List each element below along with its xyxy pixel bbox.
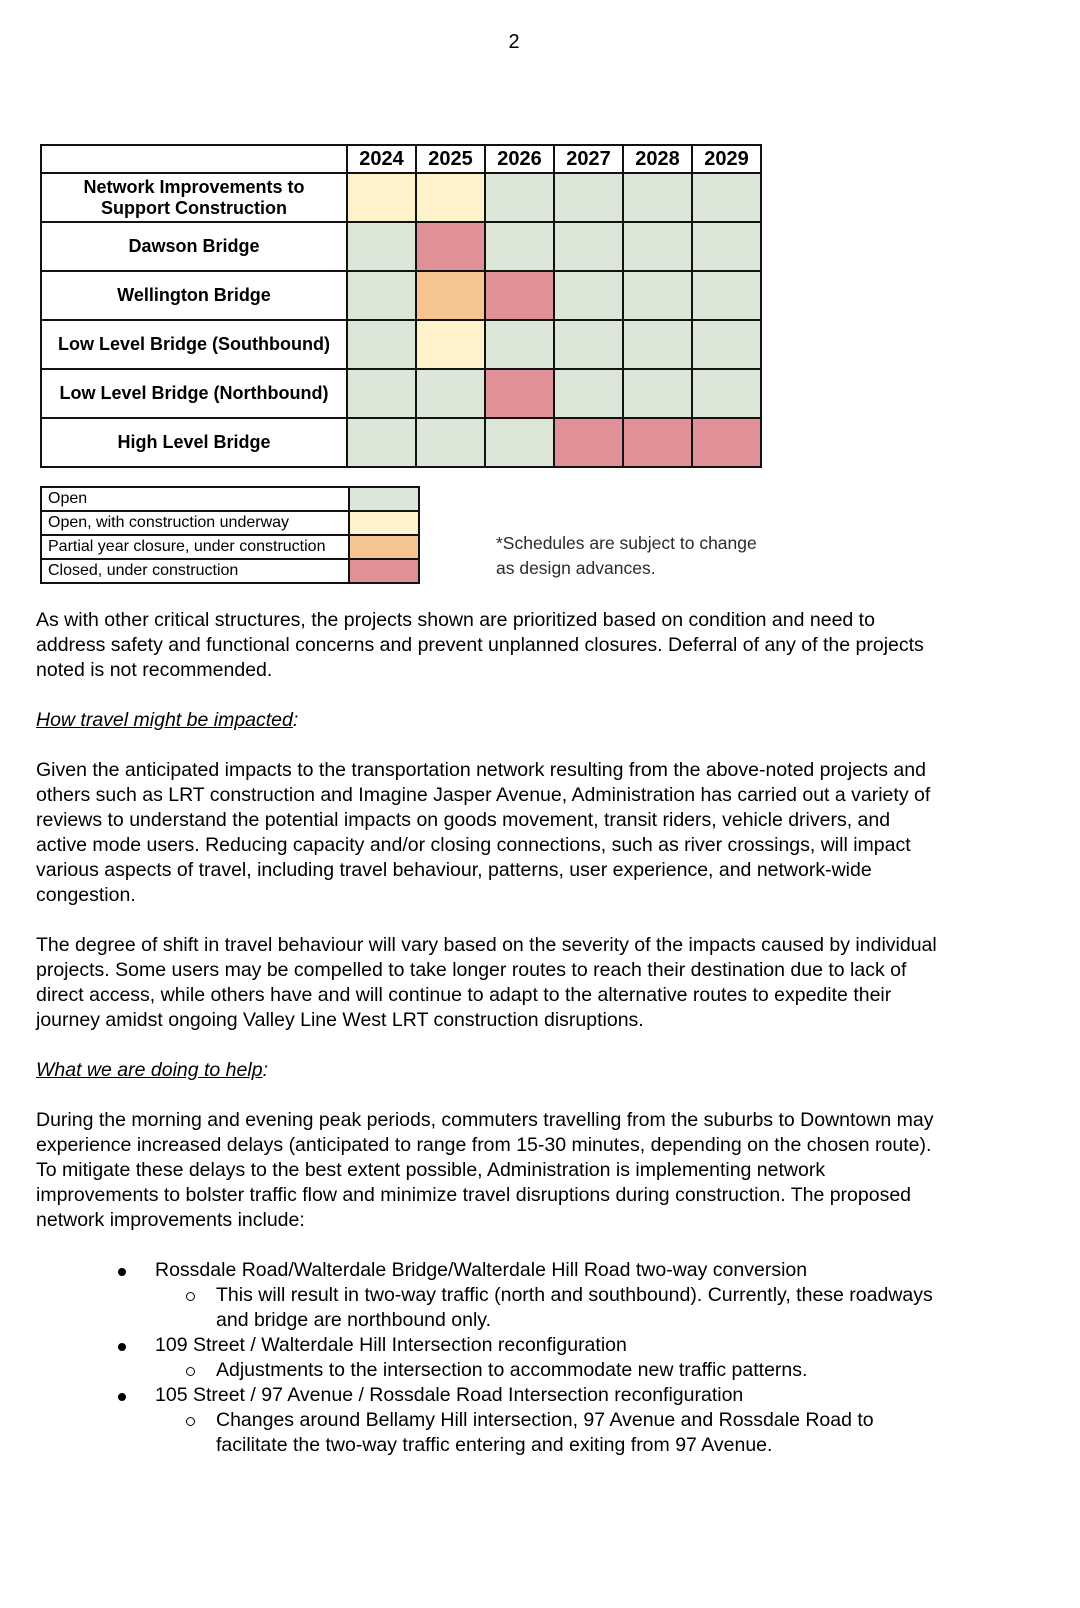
section-heading-what-we-do-text: What we are doing to help [36, 1059, 263, 1081]
schedule-cell-green [347, 418, 416, 467]
schedule-cell-green [623, 369, 692, 418]
schedule-cell-yellow [347, 173, 416, 222]
schedule-cell-green [692, 320, 761, 369]
legend-swatch-green [349, 487, 419, 511]
sub-bullet-marker-cell [36, 1358, 216, 1383]
schedule-row [41, 271, 761, 320]
sub-bullet-text: This will result in two-way traffic (north and southbound). Currently, these roadways and bridge are northbound only. [216, 1284, 933, 1331]
sub-bullet-text: Changes around Bellamy Hill intersection, 97 Avenue and Rossdale Road to facilitate the two-way traffic entering and exiting from 97 Avenue. [216, 1409, 874, 1456]
year-header: 2024 [347, 145, 416, 173]
legend-row [41, 487, 419, 511]
sub-bullet-marker-cell [36, 1408, 216, 1458]
bullet-marker-cell [36, 1333, 155, 1358]
schedule-cell-green [692, 369, 761, 418]
schedule-cell-green [416, 418, 485, 467]
year-header: 2028 [623, 145, 692, 173]
row-label: Low Level Bridge (Southbound) [41, 320, 347, 369]
sub-bullet-item [36, 1358, 946, 1383]
schedule-note-line1: *Schedules are subject to change [496, 533, 757, 553]
schedule-table-head [41, 145, 761, 173]
schedule-table [40, 144, 762, 468]
schedule-cell-green [692, 173, 761, 222]
schedule-cell-green [485, 320, 554, 369]
schedule-cell-red [623, 418, 692, 467]
legend-label: Open [41, 487, 349, 511]
schedule-row [41, 369, 761, 418]
year-header: 2026 [485, 145, 554, 173]
paragraph-anticipated-impacts: Given the anticipated impacts to the transportation network resulting from the above-noted projects and others such as LRT construction and Imagine Jasper Avenue, Administration has carried out a variety of reviews to understand the potential impacts on goods movement, transit riders, vehicle drivers, and active mode users. Reducing capacity and/or closing connections, such as river crossings, will impact various aspects of travel, including travel behaviour, patterns, user experience, and network-wide congestion. [36, 759, 931, 906]
schedule-cell-green [692, 271, 761, 320]
row-label: Dawson Bridge [41, 222, 347, 271]
year-header: 2027 [554, 145, 623, 173]
section-heading-what-we-do-colon: : [262, 1059, 268, 1081]
section-heading-travel-impact [36, 708, 946, 733]
schedule-cell-green [623, 173, 692, 222]
schedule-row [41, 222, 761, 271]
legend-row [41, 535, 419, 559]
schedule-cell-green [347, 320, 416, 369]
schedule-table-body [41, 173, 761, 467]
row-label: Network Improvements to Support Construction [41, 173, 347, 222]
bullet-marker-cell [36, 1383, 155, 1408]
schedule-note [496, 531, 757, 581]
schedule-cell-red [485, 369, 554, 418]
schedule-cell-green [416, 369, 485, 418]
legend-swatch-orange [349, 535, 419, 559]
sub-bullet-circle-icon [186, 1417, 195, 1426]
schedule-cell-red [692, 418, 761, 467]
schedule-cell-green [554, 222, 623, 271]
bullet-dot-icon [118, 1343, 126, 1351]
bullet-dot-icon [118, 1393, 126, 1401]
bullet-item [36, 1383, 946, 1408]
bullet-marker-cell [36, 1258, 155, 1283]
section-heading-travel-impact-text: How travel might be impacted [36, 709, 293, 731]
legend-label: Closed, under construction [41, 559, 349, 583]
schedule-row [41, 173, 761, 222]
legend-label: Partial year closure, under construction [41, 535, 349, 559]
schedule-cell-green [485, 418, 554, 467]
section-heading-what-we-do [36, 1058, 946, 1083]
body-text [36, 608, 946, 1458]
corner-cell [41, 145, 347, 173]
legend-row [41, 511, 419, 535]
schedule-cell-green [485, 222, 554, 271]
legend-swatch-yellow [349, 511, 419, 535]
year-header: 2029 [692, 145, 761, 173]
sub-bullet-marker-cell [36, 1283, 216, 1333]
schedule-cell-green [347, 369, 416, 418]
schedule-cell-green [554, 173, 623, 222]
schedule-cell-red [416, 222, 485, 271]
schedule-cell-green [692, 222, 761, 271]
sub-bullet-circle-icon [186, 1292, 195, 1301]
bullet-item [36, 1258, 946, 1283]
schedule-header-row [41, 145, 761, 173]
schedule-row [41, 320, 761, 369]
schedule-cell-yellow [416, 320, 485, 369]
paragraph-travel-behaviour: The degree of shift in travel behaviour will vary based on the severity of the impacts caused by individual projects. Some users may be compelled to take longer routes to reach their destination due to lack of direct access, while others have and will continue to adapt to the alternative routes to expedite their journey amidst ongoing Valley Line West LRT construction disruptions. [36, 934, 937, 1031]
row-label: High Level Bridge [41, 418, 347, 467]
schedule-cell-orange [416, 271, 485, 320]
sub-bullet-circle-icon [186, 1367, 195, 1376]
bullet-text: 109 Street / Walterdale Hill Intersection reconfiguration [155, 1334, 627, 1356]
legend-label: Open, with construction underway [41, 511, 349, 535]
legend-swatch-red [349, 559, 419, 583]
schedule-cell-green [623, 222, 692, 271]
schedule-cell-green [554, 271, 623, 320]
schedule-note-line2: as design advances. [496, 558, 656, 578]
schedule-cell-green [347, 271, 416, 320]
row-label: Low Level Bridge (Northbound) [41, 369, 347, 418]
legend-table [40, 486, 420, 584]
bullet-text: Rossdale Road/Walterdale Bridge/Walterdale Hill Road two-way conversion [155, 1259, 808, 1281]
paragraph-peak-delays: During the morning and evening peak periods, commuters travelling from the suburbs to Downtown may experience increased delays (anticipated to range from 15-30 minutes, depending on the chosen route). To mitigate these delays to the best extent possible, Administration is implementing network improvements to bolster traffic flow and minimize travel disruptions during construction. The proposed network improvements include: [36, 1109, 934, 1231]
sub-bullet-item [36, 1283, 946, 1333]
schedule-cell-yellow [416, 173, 485, 222]
section-heading-travel-impact-colon: : [292, 709, 299, 731]
paragraph-prioritization: As with other critical structures, the projects shown are prioritized based on condition and need to address safety and functional concerns and prevent unplanned closures. Deferral of any of the projects noted is not recommended. [36, 609, 924, 681]
schedule-cell-red [554, 418, 623, 467]
schedule-cell-green [623, 271, 692, 320]
schedule-cell-green [554, 369, 623, 418]
page-number: 2 [508, 31, 520, 53]
schedule-cell-green [623, 320, 692, 369]
schedule-cell-green [347, 222, 416, 271]
schedule-cell-green [554, 320, 623, 369]
sub-bullet-item [36, 1408, 946, 1458]
bullet-item [36, 1333, 946, 1358]
schedule-row [41, 418, 761, 467]
row-label: Wellington Bridge [41, 271, 347, 320]
legend-row [41, 559, 419, 583]
schedule-cell-green [485, 173, 554, 222]
sub-bullet-text: Adjustments to the intersection to accommodate new traffic patterns. [216, 1359, 808, 1381]
year-header: 2025 [416, 145, 485, 173]
legend-body [41, 487, 419, 583]
bullet-text: 105 Street / 97 Avenue / Rossdale Road Intersection reconfiguration [155, 1384, 744, 1406]
bullet-dot-icon [118, 1268, 126, 1276]
network-improvements-bullet-list [36, 1258, 946, 1458]
schedule-cell-red [485, 271, 554, 320]
